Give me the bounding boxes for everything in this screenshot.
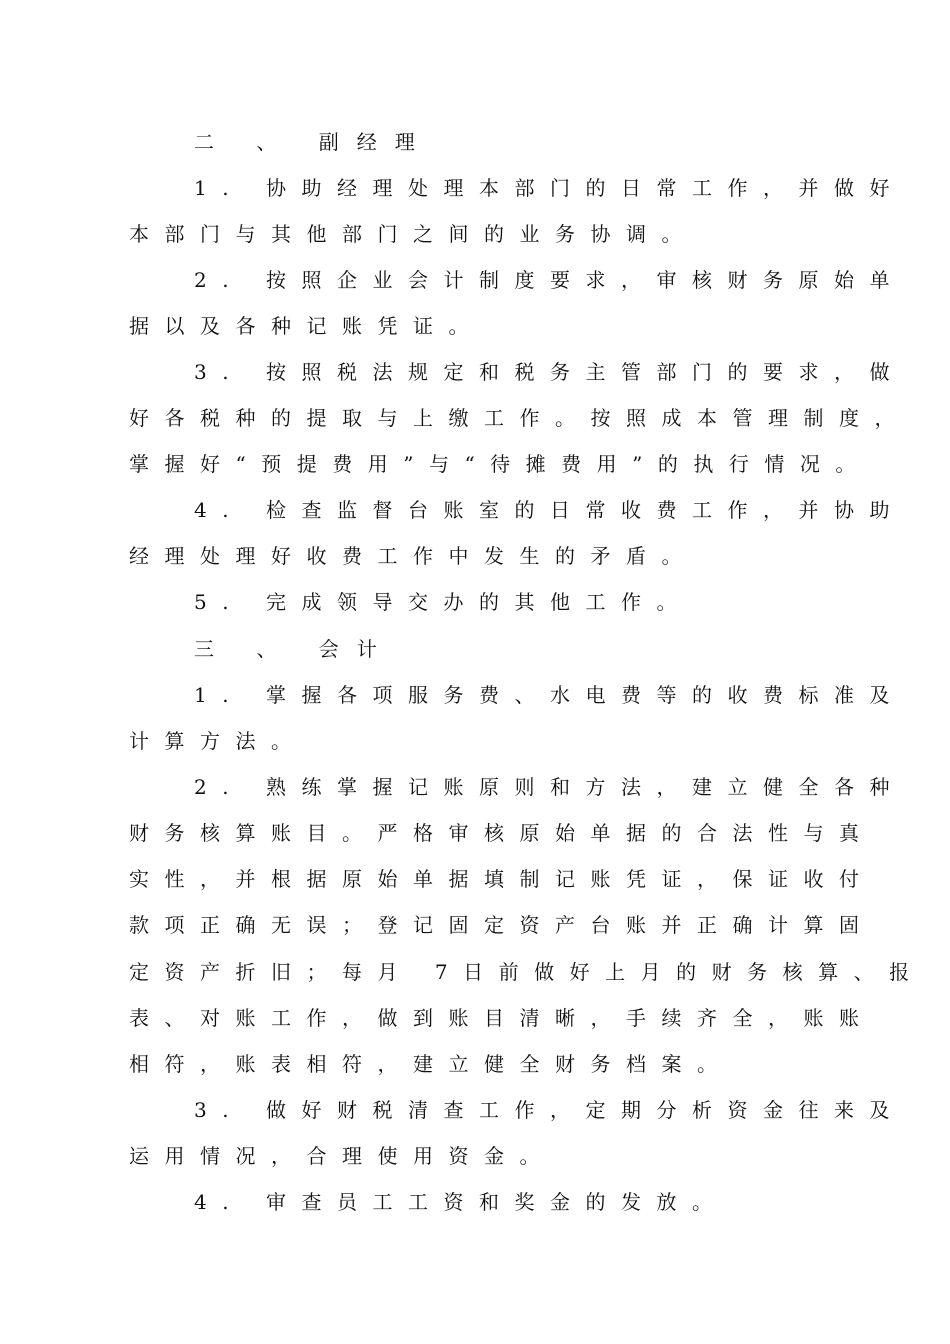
paragraph-line: 好各税种的提取与上缴工作。按照成本管理制度， [129, 406, 910, 430]
paragraph-line: 2. 按照企业会计制度要求，审核财务原始单 [194, 268, 905, 292]
paragraph-line: 据以及各种记账凭证。 [129, 314, 484, 338]
paragraph-line: 款项正确无误；登记固定资产台账并正确计算固 [129, 913, 875, 937]
paragraph-line: 2. 熟练掌握记账原则和方法，建立健全各种 [194, 775, 905, 799]
paragraph-line: 掌握好“预提费用”与“待摊费用”的执行情况。 [129, 452, 871, 476]
paragraph-line: 财务核算账目。严格审核原始单据的合法性与真 [129, 821, 875, 845]
section-heading-deputy-manager: 二 、 副经理 [194, 130, 433, 154]
paragraph-line: 实性，并根据原始单据填制记账凭证，保证收付 [129, 867, 875, 891]
paragraph-line: 1. 协助经理处理本部门的日常工作，并做好 [194, 176, 905, 200]
paragraph-line: 5. 完成领导交办的其他工作。 [194, 590, 692, 614]
paragraph-line: 运用情况，合理使用资金。 [129, 1144, 555, 1168]
paragraph-line: 1. 掌握各项服务费、水电费等的收费标准及 [194, 683, 905, 707]
paragraph-line: 定资产折旧；每月 7日前做好上月的财务核算、报 [129, 960, 925, 984]
section-heading-accountant: 三 、 会计 [194, 637, 395, 661]
paragraph-line: 表、对账工作，做到账目清晰，手续齐全，账账 [129, 1006, 875, 1030]
paragraph-line: 4. 审查员工工资和奖金的发放。 [194, 1190, 728, 1214]
paragraph-line: 计算方法。 [129, 729, 307, 753]
paragraph-line: 相符，账表相符，建立健全财务档案。 [129, 1052, 733, 1076]
paragraph-line: 3. 做好财税清查工作，定期分析资金往来及 [194, 1098, 905, 1122]
paragraph-line: 4. 检查监督台账室的日常收费工作，并协助 [194, 498, 905, 522]
paragraph-line: 3. 按照税法规定和税务主管部门的要求，做 [194, 360, 905, 384]
paragraph-line: 经理处理好收费工作中发生的矛盾。 [129, 544, 697, 568]
paragraph-line: 本部门与其他部门之间的业务协调。 [129, 222, 697, 246]
